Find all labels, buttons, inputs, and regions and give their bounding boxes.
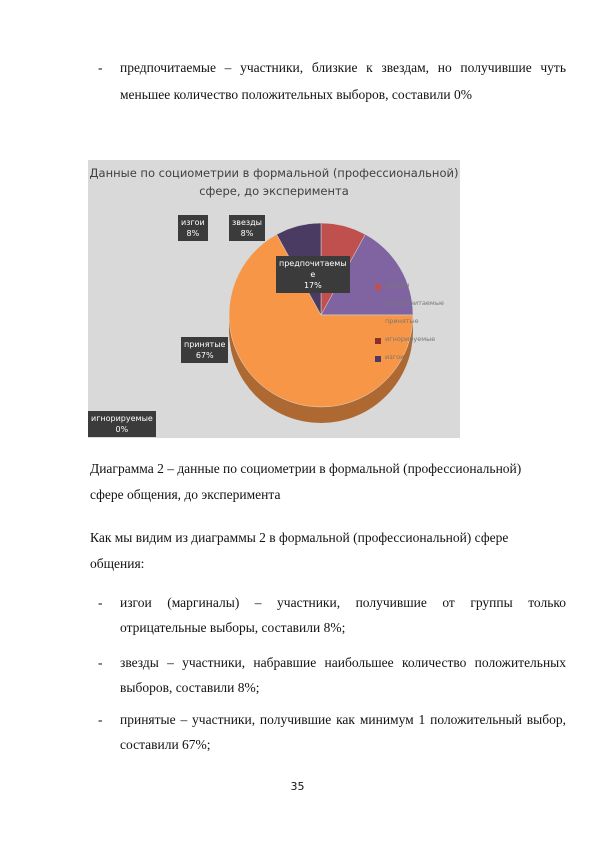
chart-title: Данные по социометрии в формальной (профессиональной) сфере, до эксперимента (89, 166, 459, 198)
intro-line2: общения: (90, 556, 145, 571)
pie-chart (88, 160, 460, 438)
bullet-marker: - (98, 595, 103, 610)
bullet-preferred-text: предпочитаемые – участники, близкие к звездам, но получившие чуть меньшее количество положительных выборов, составили 0% (120, 60, 566, 102)
data-label-outcasts: изгои 8% (178, 215, 208, 241)
legend-item-accepted: принятые (375, 316, 455, 334)
data-label-preferred: предпочитаемы е 17% (276, 256, 350, 293)
legend-item-outcasts: изгои (375, 352, 455, 370)
legend-swatch (375, 302, 381, 308)
legend-item-stars: звезды (375, 280, 455, 298)
figure-caption-line1: Диаграмма 2 – данные по социометрии в формальной (профессиональной) (90, 461, 522, 476)
legend-item-preferred: предпочитаемые (375, 298, 455, 316)
data-label-accepted: принятые 67% (181, 337, 228, 363)
legend-swatch (375, 338, 381, 344)
bullet-marker: - (98, 60, 103, 75)
bullet-marker: - (98, 655, 103, 670)
data-label-stars: звезды 8% (229, 215, 265, 241)
legend-swatch (375, 284, 381, 290)
legend-swatch (375, 356, 381, 362)
figure-caption-line2: сфере общения, до эксперимента (90, 487, 281, 502)
page-number: 35 (290, 780, 305, 793)
bullet-accepted-line1: принятые – участники, получившие как минимум 1 положительный выбор, (120, 712, 566, 727)
bullet-marker: - (98, 712, 103, 727)
bullet-accepted-line2: составили 67%; (120, 737, 211, 752)
bullet-stars-line1: звезды – участники, набравшие наибольшее количество положительных (120, 655, 566, 670)
bullet-outcasts-line1: изгои (маргиналы) – участники, получившие от группы только (120, 595, 566, 610)
intro-line1: Как мы видим из диаграммы 2 в формальной (профессиональной) сфере (90, 530, 509, 545)
legend-swatch (375, 320, 381, 326)
chart-legend (375, 280, 455, 370)
data-label-ignored: игнорируемые 0% (88, 411, 156, 437)
bullet-outcasts-line2: отрицательные выборы, составили 8%; (120, 620, 346, 635)
bullet-stars-line2: выборов, составили 8%; (120, 680, 260, 695)
legend-item-ignored: игнорируемые (375, 334, 455, 352)
